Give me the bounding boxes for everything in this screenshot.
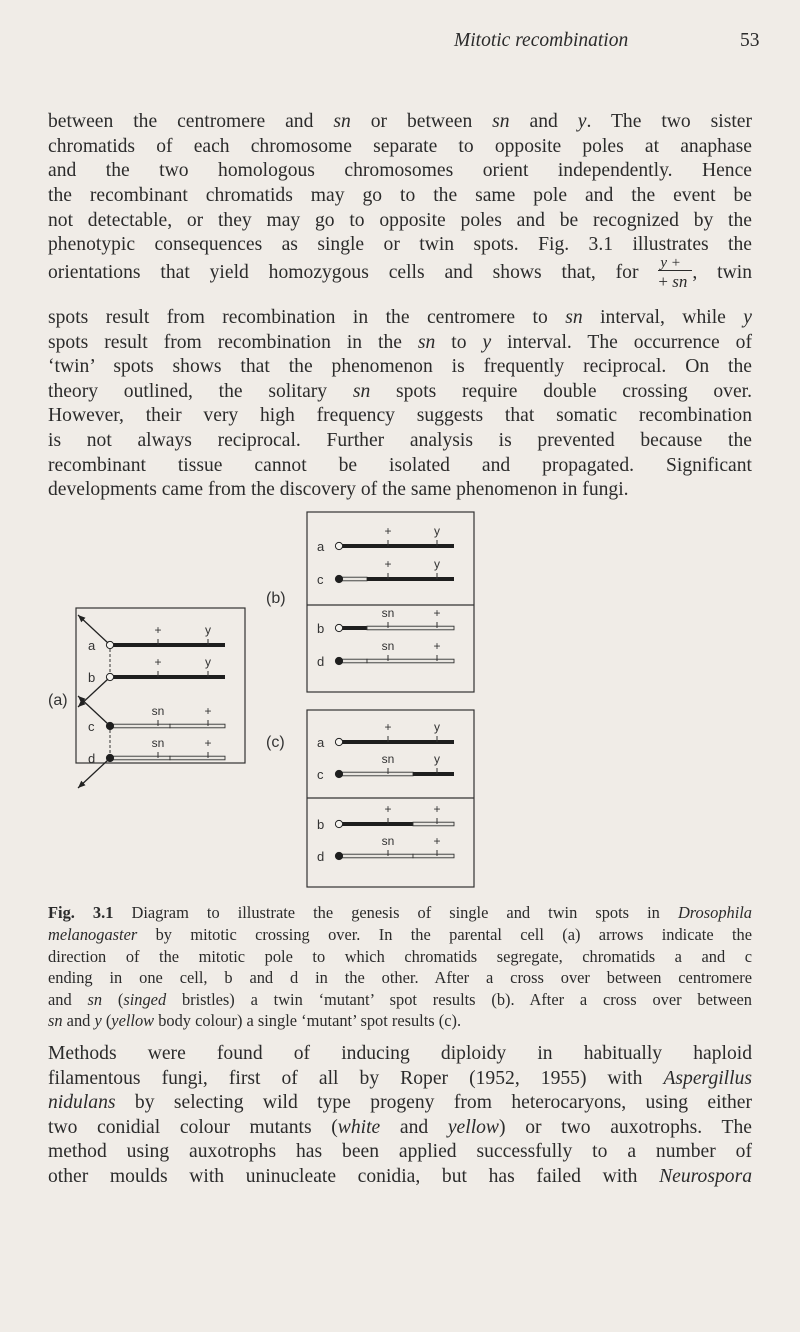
allele-label: y — [205, 655, 211, 669]
italic-term: sn — [352, 381, 371, 402]
chromatid-segment-mutant — [339, 854, 413, 858]
chromatid-segment-wild — [339, 740, 413, 744]
text-run: and — [62, 1011, 95, 1030]
italic-term: y — [577, 111, 587, 132]
text-run: or between — [350, 111, 493, 132]
chromatid-segment-wild — [339, 544, 367, 548]
centromere-icon — [335, 820, 342, 827]
italic-term: sn — [48, 1011, 63, 1030]
text-run: ) or two auxotrophs. The — [499, 1117, 752, 1138]
text-run: ( — [102, 990, 124, 1009]
chromatid-segment-wild — [367, 544, 454, 548]
text-run: method using auxotrophs has been applied successfully to a number of — [48, 1141, 752, 1162]
italic-term: y — [94, 1011, 102, 1030]
italic-term: y — [482, 332, 492, 353]
allele-label: + — [384, 720, 392, 734]
text-run: the recombinant chromatids may go to the same pole and the event be — [48, 185, 752, 206]
chromatid-label: c — [88, 719, 95, 734]
centromere-icon — [335, 624, 342, 631]
text-run: ending in one cell, b and d in the other. After a cross over between centromere — [48, 968, 752, 987]
chromatid-label: a — [88, 638, 96, 653]
text-run: spots require double crossing over. — [370, 381, 752, 402]
italic-term: sn — [492, 111, 510, 132]
italic-term: yellow — [111, 1011, 155, 1030]
text-run: two conidial colour mutants ( — [48, 1117, 338, 1138]
text-run: direction of the mitotic pole to which chromatids segregate, chromatids a and c — [48, 947, 752, 966]
allele-label: sn — [151, 704, 165, 718]
fraction-numerator: y + — [660, 255, 681, 271]
chromatid-label: b — [317, 817, 325, 832]
chromatid-segment-mutant — [367, 659, 454, 663]
chromatid-segment-mutant — [413, 822, 454, 826]
text-run: Methods were found of inducing diploidy in habitually haploid — [48, 1043, 752, 1064]
allele-label: sn — [381, 639, 395, 653]
text-run: spots result from recombination in the — [48, 332, 418, 353]
allele-label: sn — [381, 752, 395, 766]
page-number: 53 — [740, 30, 760, 51]
panel-label: (c) — [266, 734, 285, 751]
italic-term: Aspergillus — [663, 1068, 752, 1089]
text-run: to — [435, 332, 483, 353]
chromatid-segment-wild — [339, 626, 367, 630]
chromatid-segment-wild — [170, 675, 225, 679]
chromatid-segment-wild — [367, 577, 454, 581]
text-run: Diagram to illustrate the genesis of single and twin spots in — [113, 903, 678, 922]
panel-b-frame — [307, 512, 474, 692]
chromatid-label: c — [317, 767, 324, 782]
chromatid-segment-mutant — [413, 854, 454, 858]
allele-label: + — [433, 606, 441, 620]
italic-term: nidulans — [48, 1092, 116, 1113]
text-run: and — [48, 990, 88, 1009]
allele-label: + — [433, 639, 441, 653]
chromatid-label: a — [317, 735, 325, 750]
text-run: body colour) a single ‘mutant’ spot results (c). — [154, 1011, 462, 1030]
italic-term: sn — [333, 111, 351, 132]
text-run: ‘twin’ spots shows that the phenomenon is frequently reciprocal. On the — [48, 356, 752, 377]
text-run: and the two homologous chromosomes orient independently. Hence — [48, 160, 752, 181]
text-run: between the centromere and — [48, 111, 334, 132]
chromatid-segment-mutant — [339, 772, 413, 776]
allele-label: + — [154, 655, 162, 669]
text-run: developments came from the discovery of the same phenomenon in fungi. — [48, 479, 629, 500]
text-run: phenotypic consequences as single or twin spots. Fig. 3.1 illustrates the — [48, 234, 752, 255]
text-run: interval. The occurrence of — [491, 332, 752, 353]
allele-label: y — [434, 720, 440, 734]
chromatid-label: d — [88, 751, 96, 766]
text-run: orientations that yield homozygous cells and shows that, for — [48, 262, 659, 283]
chromatid-segment-mutant — [339, 659, 367, 663]
figure-label: Fig. 3.1 — [48, 903, 114, 922]
italic-term: Neurospora — [659, 1166, 752, 1187]
text-run: and — [380, 1117, 448, 1138]
text-run: interval, while — [582, 307, 744, 328]
italic-term: sn — [417, 332, 436, 353]
italic-term: y — [743, 307, 752, 328]
chromatid-segment-wild — [413, 740, 454, 744]
centromere-icon — [335, 575, 342, 582]
text-run: bristles) a twin ‘mutant’ spot results (b). After a cross over between — [166, 990, 753, 1009]
text-run: filamentous fungi, first of all by Roper (1952, 1955) with — [48, 1068, 664, 1089]
text-run: chromatids of each chromosome separate to opposite poles at anaphase — [48, 136, 752, 157]
italic-term: sn — [87, 990, 103, 1009]
centromere-icon — [335, 542, 342, 549]
italic-term: singed — [123, 990, 167, 1009]
italic-term: white — [337, 1117, 381, 1138]
text-run: by selecting wild type progeny from heterocaryons, using either — [115, 1092, 752, 1113]
allele-label: + — [433, 802, 441, 816]
allele-label: + — [384, 524, 392, 538]
allele-label: + — [204, 704, 212, 718]
chromatid-label: d — [317, 849, 325, 864]
panel-label: (b) — [266, 590, 286, 607]
text-run: is not always reciprocal. Further analysis is prevented because the — [48, 430, 752, 451]
chromatid-label: c — [317, 572, 324, 587]
allele-label: + — [433, 834, 441, 848]
text-run: However, their very high frequency suggests that somatic recombination — [48, 405, 752, 426]
text-run: spots result from recombination in the centromere to — [48, 307, 566, 328]
text-run: ( — [101, 1011, 112, 1030]
centromere-icon — [335, 852, 342, 859]
chromatid-segment-wild — [413, 772, 454, 776]
chromatid-segment-mutant — [367, 626, 454, 630]
text-run: other moulds with uninucleate conidia, but has failed with — [48, 1166, 660, 1187]
centromere-icon — [335, 657, 342, 664]
chromatid-segment-wild — [110, 643, 170, 647]
italic-term: yellow — [447, 1117, 500, 1138]
text-run: recombinant tissue cannot be isolated and propagated. Significant — [48, 455, 752, 476]
allele-label: y — [434, 557, 440, 571]
allele-label: y — [434, 752, 440, 766]
chromatid-label: a — [317, 539, 325, 554]
allele-label: + — [154, 623, 162, 637]
italic-term: sn — [565, 307, 583, 328]
text-run: not detectable, or they may go to opposite poles and be recognized by the — [48, 210, 752, 231]
chromatid-segment-mutant — [110, 724, 170, 728]
text-run: . The two sister — [586, 111, 753, 132]
running-title: Mitotic recombination — [454, 30, 629, 51]
text-run: by mitotic crossing over. In the parental cell (a) arrows indicate the — [137, 925, 752, 944]
centromere-icon — [335, 738, 342, 745]
chromatid-segment-wild — [339, 822, 413, 826]
chromatid-segment-mutant — [339, 577, 367, 581]
chromatid-segment-mutant — [170, 756, 225, 760]
chromatid-label: b — [88, 670, 96, 685]
allele-label: y — [434, 524, 440, 538]
panel-label: (a) — [48, 692, 68, 709]
allele-label: sn — [151, 736, 165, 750]
text-run: theory outlined, the solitary — [48, 381, 353, 402]
text-run: and — [509, 111, 578, 132]
allele-label: sn — [381, 834, 395, 848]
centromere-icon — [335, 770, 342, 777]
italic-term: melanogaster — [48, 925, 138, 944]
chromatid-label: d — [317, 654, 325, 669]
text-run: , twin — [692, 262, 752, 283]
allele-label: + — [204, 736, 212, 750]
chromatid-label: b — [317, 621, 325, 636]
allele-label: y — [205, 623, 211, 637]
fraction-denominator: + sn — [658, 272, 688, 291]
chromatid-segment-mutant — [170, 724, 225, 728]
italic-term: Drosophila — [677, 903, 753, 922]
chromatid-segment-wild — [110, 675, 170, 679]
chromatid-segment-wild — [170, 643, 225, 647]
allele-label: + — [384, 802, 392, 816]
allele-label: sn — [381, 606, 395, 620]
allele-label: + — [384, 557, 392, 571]
chromatid-segment-mutant — [110, 756, 170, 760]
